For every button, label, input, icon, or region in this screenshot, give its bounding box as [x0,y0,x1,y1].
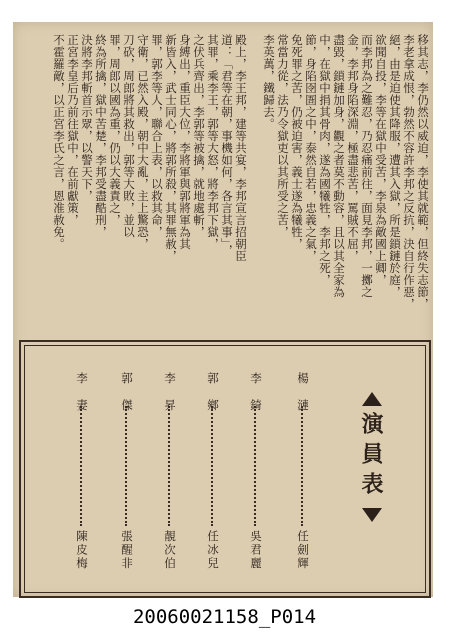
text-column: 移其志，李仍然以威迫，李使其就範，但終失志節， [416,34,430,310]
actor-name: 任冰兒 [206,530,220,571]
actor-name: 張醒非 [120,530,134,571]
text-column: 中，在獄中捐其骨肉，遂為國犧牲，李邦之死， [318,34,332,286]
triangle-down-icon [362,508,382,522]
text-column: 終為所擒，獄中苦楚，李邦受盡酷刑， [94,34,108,238]
text-column: 李英萬，鐵歸去。 [262,34,276,130]
dotted-leader [254,406,256,526]
actor-name: 吳君麗 [249,530,263,571]
dotted-leader [211,406,213,526]
text-column: 罪，周郎以國為重，仍以大義責之， [108,34,122,226]
text-column [247,34,260,326]
text-column: 不霍羅敵，以正宮李氏之言，恩准赦免。 [52,34,66,250]
text-column: 殿上，李王邦，建等共宴，李邦宣言招朝臣 [234,34,248,262]
cast-list-heading [356,392,387,522]
dotted-leader [80,406,82,526]
text-column: 新皆入，武士同心，將郭所殺，其罪無赦， [164,34,178,262]
text-column: 決將李邦斬首示眾，以警天下， [80,34,94,202]
cast-entry [246,372,266,572]
text-column: 金，李邦身陷深淵，極盡悲苦，罵賊不屈， [346,34,360,262]
text-column: 節，身陷囹圄之中，泰然自若，忠義之氣， [304,34,318,262]
role-name: 李 錡 [249,372,263,413]
text-column: 李老拿成恨，勃然不容許李邦之反抗，決自行作惡， [402,34,416,310]
text-column: 欲聞自投，李等在獄中受苦，李泉為敵國上卿， [374,34,388,286]
text-column: 絕，由是迫使其降服，遭其入獄，所是鎖鏈於庭， [388,34,402,298]
text-column: 正宮李皇后乃前往獄中，在前獻策， [66,34,80,226]
cast-entry [160,372,180,572]
book-page [13,22,433,597]
dotted-leader [125,406,127,526]
role-name: 楊 漣 [296,372,310,413]
cast-entry [72,372,92,572]
role-name: 郭 傑 [120,372,134,413]
text-column: 其罪，乘李王，郭等大怒，將李邦下獄， [206,34,220,250]
image-id-caption: 20060021158_P014 [132,606,317,628]
actor-name: 靚次伯 [163,530,177,571]
text-column: 道：「君等在朝，事機如何，各言其事」， [220,34,234,257]
text-column: 身縛出，重臣大位，李將軍與郭將軍為其 [178,34,192,250]
role-name: 李 昇 [163,372,177,413]
text-column: 罪，郭李等人，聯合上表，以救其命， [150,34,164,238]
text-column: 刀砍，周郎將其救出，郭等大敗，並以 [122,34,136,238]
role-name: 李 妻 [75,372,89,413]
text-column: 而李邦為之難忍，乃忍痛前往，面見李邦，一擲之 [360,34,374,298]
synopsis-text [33,34,428,326]
cast-heading-text: 演員表 [358,412,384,502]
cast-entry [293,372,313,572]
text-column: 盡毀，鎖鏈加身，觀之者莫不動容，且以其全家為 [332,34,346,298]
cast-entry [117,372,137,572]
text-column: 之伏兵齊出，李郭等被擒，就地處斬， [192,34,206,238]
dotted-leader [168,406,170,526]
triangle-up-icon [362,392,382,406]
actor-name: 陳皮梅 [75,530,89,571]
role-name: 郭 鄉 [206,372,220,413]
text-column: 守衛，已然入殿，朝中大亂，主上驚恐， [136,34,150,250]
dotted-leader [301,406,303,526]
actor-name: 任劍輝 [296,530,310,571]
cast-entry [203,372,223,572]
text-column: 常當力從，法乃令獄吏以其所受之苦， [276,34,290,238]
text-column: 免死罪之苦，仍被迫害，義士遂為犧牲， [290,34,304,250]
cast-list-box [19,340,431,598]
